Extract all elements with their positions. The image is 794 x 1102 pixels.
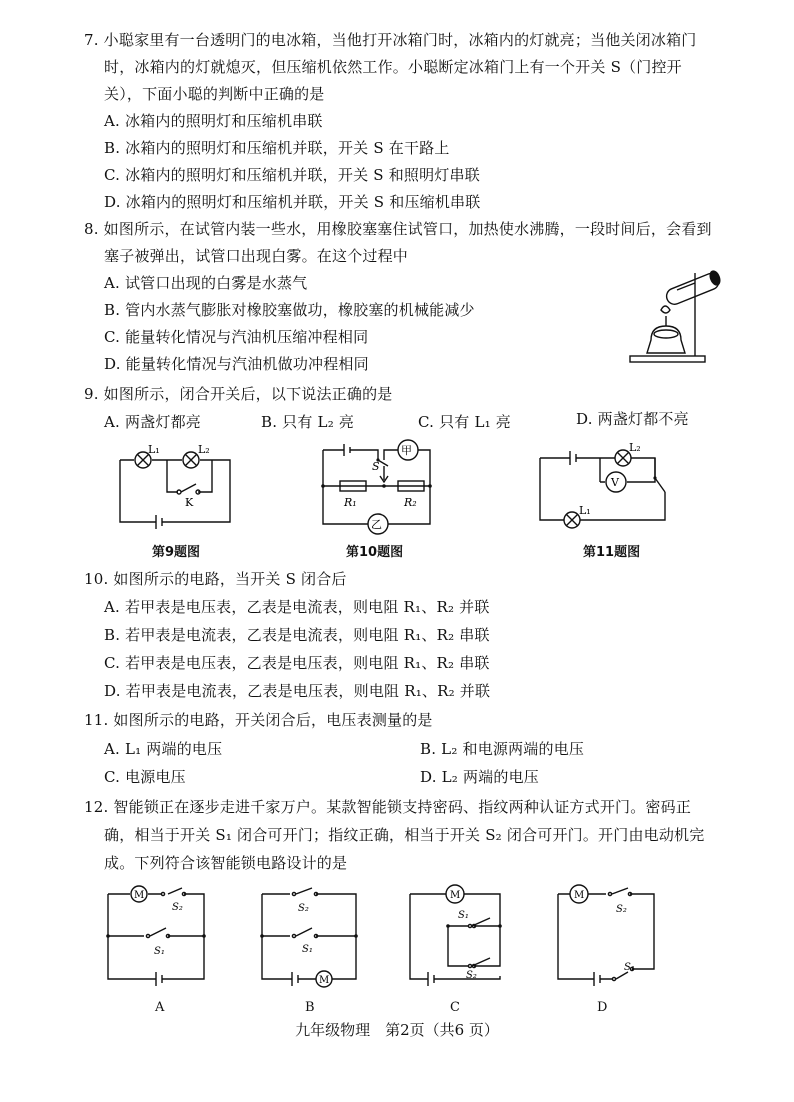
q12c-s1-label: S₁ [458,910,469,921]
q12a-motor-label: M [134,890,145,901]
q11-option-d: D. L₂ 两端的电压 [420,768,539,786]
q12d-s1-label: S₁ [624,962,635,973]
q9-option-c: C. 只有 L₁ 亮 [418,413,511,431]
q12a-s2-label: S₂ [172,902,183,913]
q11-option-c: C. 电源电压 [104,768,186,786]
q12a-s1-label: S₁ [154,946,165,957]
test-tube-apparatus-figure [625,268,730,368]
q7-stem-line3: 关），下面小聪的判断中正确的是 [104,85,325,103]
fig10-label-s: S [372,460,380,473]
q12b-motor-label: M [319,975,330,986]
q7-option-c: C. 冰箱内的照明灯和压缩机并联，开关 S 和照明灯串联 [104,166,480,184]
q12b-s2-label: S₂ [298,903,309,914]
q7-option-a: A. 冰箱内的照明灯和压缩机串联 [104,112,323,130]
q11-stem: 11. 如图所示的电路，开关闭合后，电压表测量的是 [84,711,433,729]
q7-option-d: D. 冰箱内的照明灯和压缩机并联，开关 S 和压缩机串联 [104,193,481,211]
q10-stem: 10. 如图所示的电路，当开关 S 闭合后 [84,570,347,588]
q7-option-b: B. 冰箱内的照明灯和压缩机并联，开关 S 在干路上 [104,139,450,157]
q12-label-b: B [305,1000,315,1015]
fig11-meter-v: V [611,476,619,489]
fig9-circuit [112,440,242,535]
q12b-s1-label: S₁ [302,944,313,955]
fig10-caption: 第10题图 [346,545,404,560]
q12-circuit-b [260,884,360,989]
q12d-motor-label: M [574,890,585,901]
fig9-label-k: K [185,496,194,509]
q12-stem-line2: 确，相当于开关 S₁ 闭合可开门；指纹正确，相当于开关 S₂ 闭合可开门。开门由电动机完 [104,826,705,844]
fig10-label-r2: R₂ [404,496,417,509]
q9-stem: 9. 如图所示，闭合开关后，以下说法正确的是 [84,385,393,403]
fig9-label-l2: L₂ [198,443,210,456]
q8-option-d: D. 能量转化情况与汽油机做功冲程相同 [104,355,369,373]
q8-option-c: C. 能量转化情况与汽油机压缩冲程相同 [104,328,369,346]
q12-circuit-c [408,884,508,989]
q12-label-a: A [155,1000,165,1015]
q12-circuit-d [556,884,661,989]
q10-option-c: C. 若甲表是电压表，乙表是电压表，则电阻 R₁、R₂ 串联 [104,654,490,672]
fig10-meter-yi: 乙 [371,518,382,531]
fig11-label-l2: L₂ [629,441,641,454]
q9-option-d: D. 两盏灯都不亮 [576,410,689,428]
q12c-s2-label: S₂ [466,970,477,981]
q12d-s2-label: S₂ [616,904,627,915]
fig9-caption: 第9题图 [152,545,201,560]
fig9-label-l1: L₁ [148,443,160,456]
q12-label-d: D [597,1000,608,1015]
q12-circuit-a [106,884,211,989]
q11-option-b: B. L₂ 和电源两端的电压 [420,740,585,758]
fig10-label-r1: R₁ [344,496,357,509]
q12-stem-line1: 12. 智能锁正在逐步走进千家万户。某款智能锁支持密码、指纹两种认证方式开门。密码正 [84,798,692,816]
fig10-meter-jia: 甲 [401,444,412,457]
q8-stem-line1: 8. 如图所示，在试管内装一些水，用橡胶塞塞住试管口，加热使水沸腾，一段时间后，会看到 [84,220,712,238]
q12-stem-line3: 成。下列符合该智能锁电路设计的是 [104,854,348,872]
q8-option-a: A. 试管口出现的白雾是水蒸气 [104,274,308,292]
page-footer: 九年级物理 第2页（共6 页） [295,1021,499,1039]
q10-option-b: B. 若甲表是电流表，乙表是电流表，则电阻 R₁、R₂ 串联 [104,626,490,644]
q11-option-a: A. L₁ 两端的电压 [104,740,223,758]
q7-stem-line1: 7. 小聪家里有一台透明门的电冰箱，当他打开冰箱门时，冰箱内的灯就亮；当他关闭冰箱门 [84,31,697,49]
q10-option-a: A. 若甲表是电压表，乙表是电流表，则电阻 R₁、R₂ 并联 [104,598,490,616]
q9-option-b: B. 只有 L₂ 亮 [261,413,355,431]
fig10-circuit [318,440,443,540]
fig11-caption: 第11题图 [583,545,641,560]
q12c-motor-label: M [450,890,461,901]
q8-stem-line2: 塞子被弹出，试管口出现白雾。在这个过程中 [104,247,409,265]
q12-label-c: C [450,1000,460,1015]
q10-option-d: D. 若甲表是电流表，乙表是电压表，则电阻 R₁、R₂ 并联 [104,682,491,700]
fig11-label-l1: L₁ [579,504,591,517]
q9-option-a: A. 两盏灯都亮 [104,413,201,431]
q8-option-b: B. 管内水蒸气膨胀对橡胶塞做功，橡胶塞的机械能减少 [104,301,475,319]
q7-stem-line2: 时，冰箱内的灯就熄灭，但压缩机依然工作。小聪断定冰箱门上有一个开关 S（门控开 [104,58,682,76]
fig11-circuit [535,438,675,533]
